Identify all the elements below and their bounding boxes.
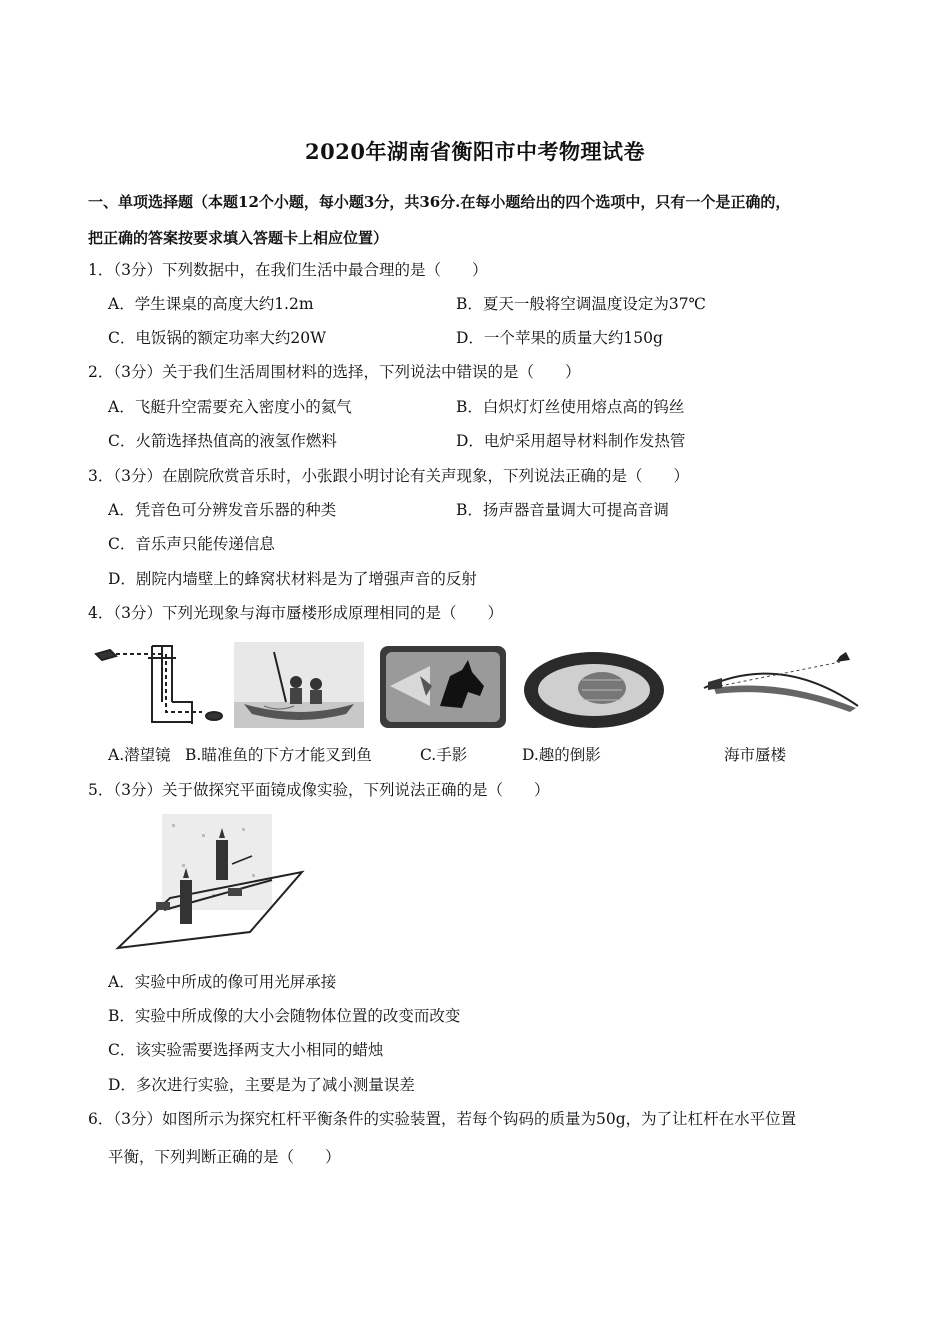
reflection-figure xyxy=(522,650,666,730)
question-6-stem: 6．（3分）如图所示为探究杠杆平衡条件的实验装置，若每个钩码的质量为50g，为了让杠杆在水平位置 xyxy=(88,1110,797,1128)
question-3-stem: 3．（3分）在剧院欣赏音乐时，小张跟小明讨论有关声现象，下列说法正确的是（ ） xyxy=(88,467,689,485)
q5-option-d: D．多次进行实验，主要是为了减小测量误差 xyxy=(108,1076,415,1094)
section-heading: 一、单项选择题（本题12个小题，每小题3分，共36分.在每小题给出的四个选项中，只有一个是正确的， xyxy=(88,193,791,211)
plane-mirror-figure xyxy=(112,814,308,954)
question-4-stem: 4．（3分）下列光现象与海市蜃楼形成原理相同的是（ ） xyxy=(88,604,503,622)
question-6-stem-cont: 平衡，下列判断正确的是（ ） xyxy=(108,1148,341,1166)
q1-option-c: C．电饭锅的额定功率大约20W xyxy=(108,329,327,347)
q1-option-d: D．一个苹果的质量大约150g xyxy=(456,329,663,347)
periscope-figure xyxy=(92,642,232,732)
q3-option-a: A．凭音色可分辨发音乐器的种类 xyxy=(108,501,337,519)
q2-option-d: D．电炉采用超导材料制作发热管 xyxy=(456,432,686,450)
q2-option-b: B．白炽灯灯丝使用熔点高的钨丝 xyxy=(456,398,685,416)
q5-option-a: A．实验中所成的像可用光屏承接 xyxy=(108,973,337,991)
exam-title: 2020年湖南省衡阳市中考物理试卷 xyxy=(305,139,645,164)
caption-mirage: 海市蜃楼 xyxy=(724,746,787,764)
fishing-figure xyxy=(234,642,364,728)
q3-option-d: D．剧院内墙壁上的蜂窝状材料是为了增强声音的反射 xyxy=(108,570,477,588)
caption-reflection: D.趣的倒影 xyxy=(522,746,601,764)
hand-shadow-figure xyxy=(380,646,506,728)
q3-option-b: B．扬声器音量调大可提高音调 xyxy=(456,501,669,519)
q1-option-a: A．学生课桌的高度大约1.2m xyxy=(108,295,314,313)
q3-option-c: C．音乐声只能传递信息 xyxy=(108,535,275,553)
q2-option-a: A．飞艇升空需要充入密度小的氦气 xyxy=(108,398,352,416)
caption-fishing: B.瞄准鱼的下方才能叉到鱼 xyxy=(185,746,372,764)
question-1-stem: 1．（3分）下列数据中，在我们生活中最合理的是（ ） xyxy=(88,261,488,279)
caption-hand-shadow: C.手影 xyxy=(420,746,468,764)
q5-option-b: B．实验中所成像的大小会随物体位置的改变而改变 xyxy=(108,1007,461,1025)
q1-option-b: B．夏天一般将空调温度设定为37℃ xyxy=(456,295,706,313)
q2-option-c: C．火箭选择热值高的液氢作燃料 xyxy=(108,432,337,450)
caption-periscope: A.潜望镜 xyxy=(108,746,171,764)
q5-option-c: C．该实验需要选择两支大小相同的蜡烛 xyxy=(108,1041,384,1059)
question-2-stem: 2．（3分）关于我们生活周围材料的选择，下列说法中错误的是（ ） xyxy=(88,363,581,381)
question-5-stem: 5．（3分）关于做探究平面镜成像实验，下列说法正确的是（ ） xyxy=(88,781,550,799)
section-heading-cont: 把正确的答案按要求填入答题卡上相应位置） xyxy=(88,229,389,247)
mirage-figure xyxy=(700,648,864,718)
